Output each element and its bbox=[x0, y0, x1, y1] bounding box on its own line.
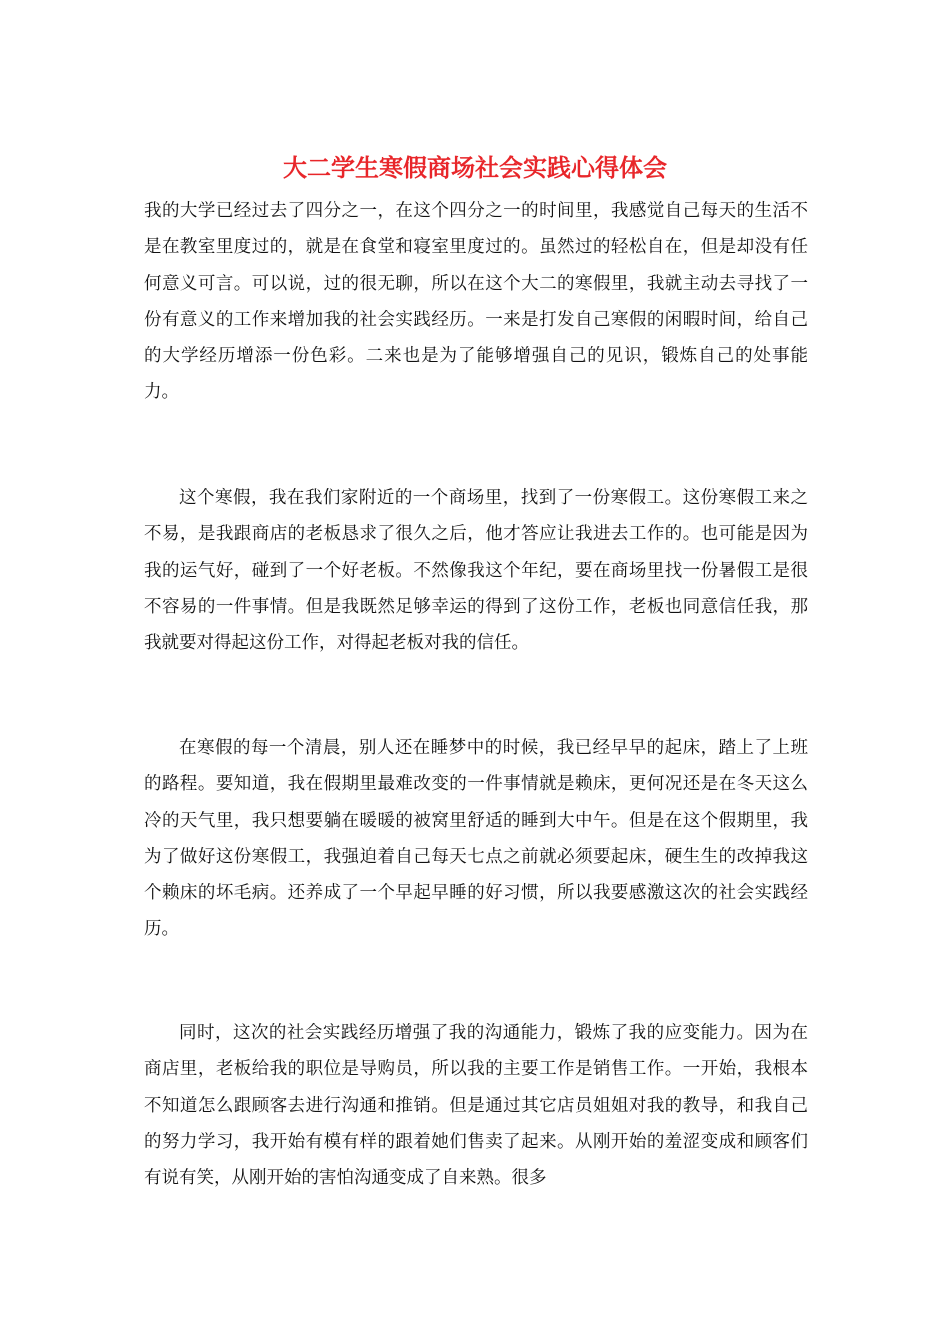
paragraph-2: 这个寒假，我在我们家附近的一个商场里，找到了一份寒假工。这份寒假工来之不易，是我跟商店的老板恳求了很久之后，他才答应让我进去工作的。也可能是因为我的运气好，碰到了一个好老板。不然像我这个年纪，要在商场里找一份暑假工是很不容易的一件事情。但是我既然足够幸运的得到了这份工作，老板也同意信任我，那我就要对得起这份工作，对得起老板对我的信任。 bbox=[144, 488, 808, 654]
document-title: 大二学生寒假商场社会实践心得体会 bbox=[283, 153, 667, 182]
paragraph-4: 同时，这次的社会实践经历增强了我的沟通能力，锻炼了我的应变能力。因为在商店里，老板给我的职位是导购员，所以我的主要工作是销售工作。一开始，我根本不知道怎么跟顾客去进行沟通和推销。但是通过其它店员姐姐对我的教导，和我自己的努力学习，我开始有模有样的跟着她们售卖了起来。从刚开始的羞涩变成和顾客们有说有笑，从刚开始的害怕沟通变成了自来熟。很多 bbox=[144, 1023, 808, 1189]
paragraph-3: 在寒假的每一个清晨，别人还在睡梦中的时候，我已经早早的起床，踏上了上班的路程。要知道，我在假期里最难改变的一件事情就是赖床，更何况还是在冬天这么冷的天气里，我只想要躺在暖暖的被窝里舒适的睡到大中午。但是在这个假期里，我为了做好这份寒假工，我强迫着自己每天七点之前就必须要起床，硬生生的改掉我这个赖床的坏毛病。还养成了一个早起早睡的好习惯，所以我要感激这次的社会实践经历。 bbox=[144, 738, 808, 940]
paragraph-1: 我的大学已经过去了四分之一，在这个四分之一的时间里，我感觉自己每天的生活不是在教室里度过的，就是在食堂和寝室里度过的。虽然过的轻松自在，但是却没有任何意义可言。可以说，过的很无聊，所以在这个大二的寒假里，我就主动去寻找了一份有意义的工作来增加我的社会实践经历。一来是打发自己寒假的闲暇时间，给自己的大学经历增添一份色彩。二来也是为了能够增强自己的见识，锻炼自己的处事能力。 bbox=[144, 201, 808, 403]
